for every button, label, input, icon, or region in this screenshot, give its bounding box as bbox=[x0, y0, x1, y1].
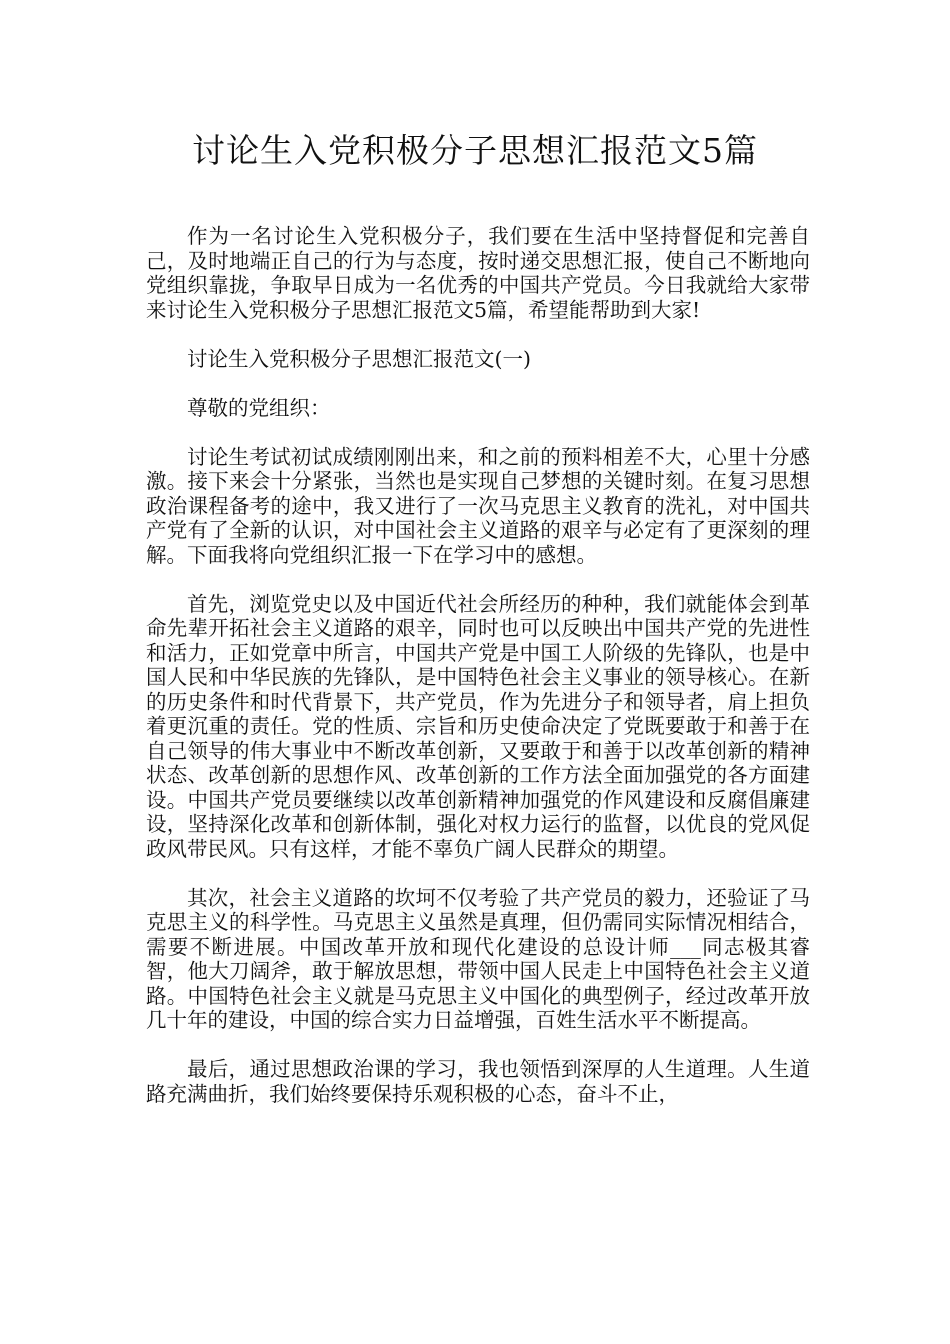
intro-paragraph: 作为一名讨论生入党积极分子，我们要在生活中坚持督促和完善自己，及时地端正自己的行为与态度，按时递交思想汇报，使自己不断地向党组织靠拢，争取早日成为一名优秀的中国共产党员。今日我就给大家带来讨论生入党积极分子思想汇报范文5篇，希望能帮助到大家! bbox=[146, 224, 810, 322]
salutation: 尊敬的党组织： bbox=[187, 395, 331, 420]
body-paragraph: 最后，通过思想政治课的学习，我也领悟到深厚的人生道理。人生道路充满曲折，我们始终要保持乐观积极的心态，奋斗不止， bbox=[146, 1057, 810, 1106]
document-title: 讨论生入党积极分子思想汇报范文5篇 bbox=[192, 131, 758, 170]
body-paragraph: 讨论生考试初试成绩刚刚出来，和之前的预料相差不大，心里十分感激。接下来会十分紧张，当然也是实现自己梦想的关键时刻。在复习思想政治课程备考的途中，我又进行了一次马克思主义教育的洗礼，对中国共产党有了全新的认识，对中国社会主义道路的艰辛与必定有了更深刻的理解。下面我将向党组织汇报一下在学习中的感想。 bbox=[146, 444, 810, 567]
body-paragraph: 其次，社会主义道路的坎坷不仅考验了共产党员的毅力，还验证了马克思主义的科学性。马克思主义虽然是真理，但仍需同实际情况相结合，需要不断进展。中国改革开放和现代化建设的总设计师___同志极其睿智，他大刀阔斧，敢于解放思想，带领中国人民走上中国特色社会主义道路。中国特色社会主义就是马克思主义中国化的典型例子，经过改革开放几十年的建设，中国的综合实力日益增强，百姓生活水平不断提高。 bbox=[146, 885, 810, 1032]
section-heading: 讨论生入党积极分子思想汇报范文(一) bbox=[187, 346, 531, 371]
document-body bbox=[146, 224, 810, 1131]
body-paragraph: 首先，浏览党史以及中国近代社会所经历的种种，我们就能体会到革命先辈开拓社会主义道路的艰辛，同时也可以反映出中国共产党的先进性和活力，正如党章中所言，中国共产党是中国工人阶级的先锋队，也是中国人民和中华民族的先锋队，是中国特色社会主义事业的领导核心。在新的历史条件和时代背景下，共产党员，作为先进分子和领导者，肩上担负着更沉重的责任。党的性质、宗旨和历史使命决定了党既要敢于和善于在自己领导的伟大事业中不断改革创新，又要敢于和善于以改革创新的精神状态、改革创新的思想作风、改革创新的工作方法全面加强党的各方面建设。中国共产党员要继续以改革创新精神加强党的作风建设和反腐倡廉建设，坚持深化改革和创新体制，强化对权力运行的监督，以优良的党风促政风带民风。只有这样，才能不辜负广阔人民群众的期望。 bbox=[146, 591, 810, 861]
